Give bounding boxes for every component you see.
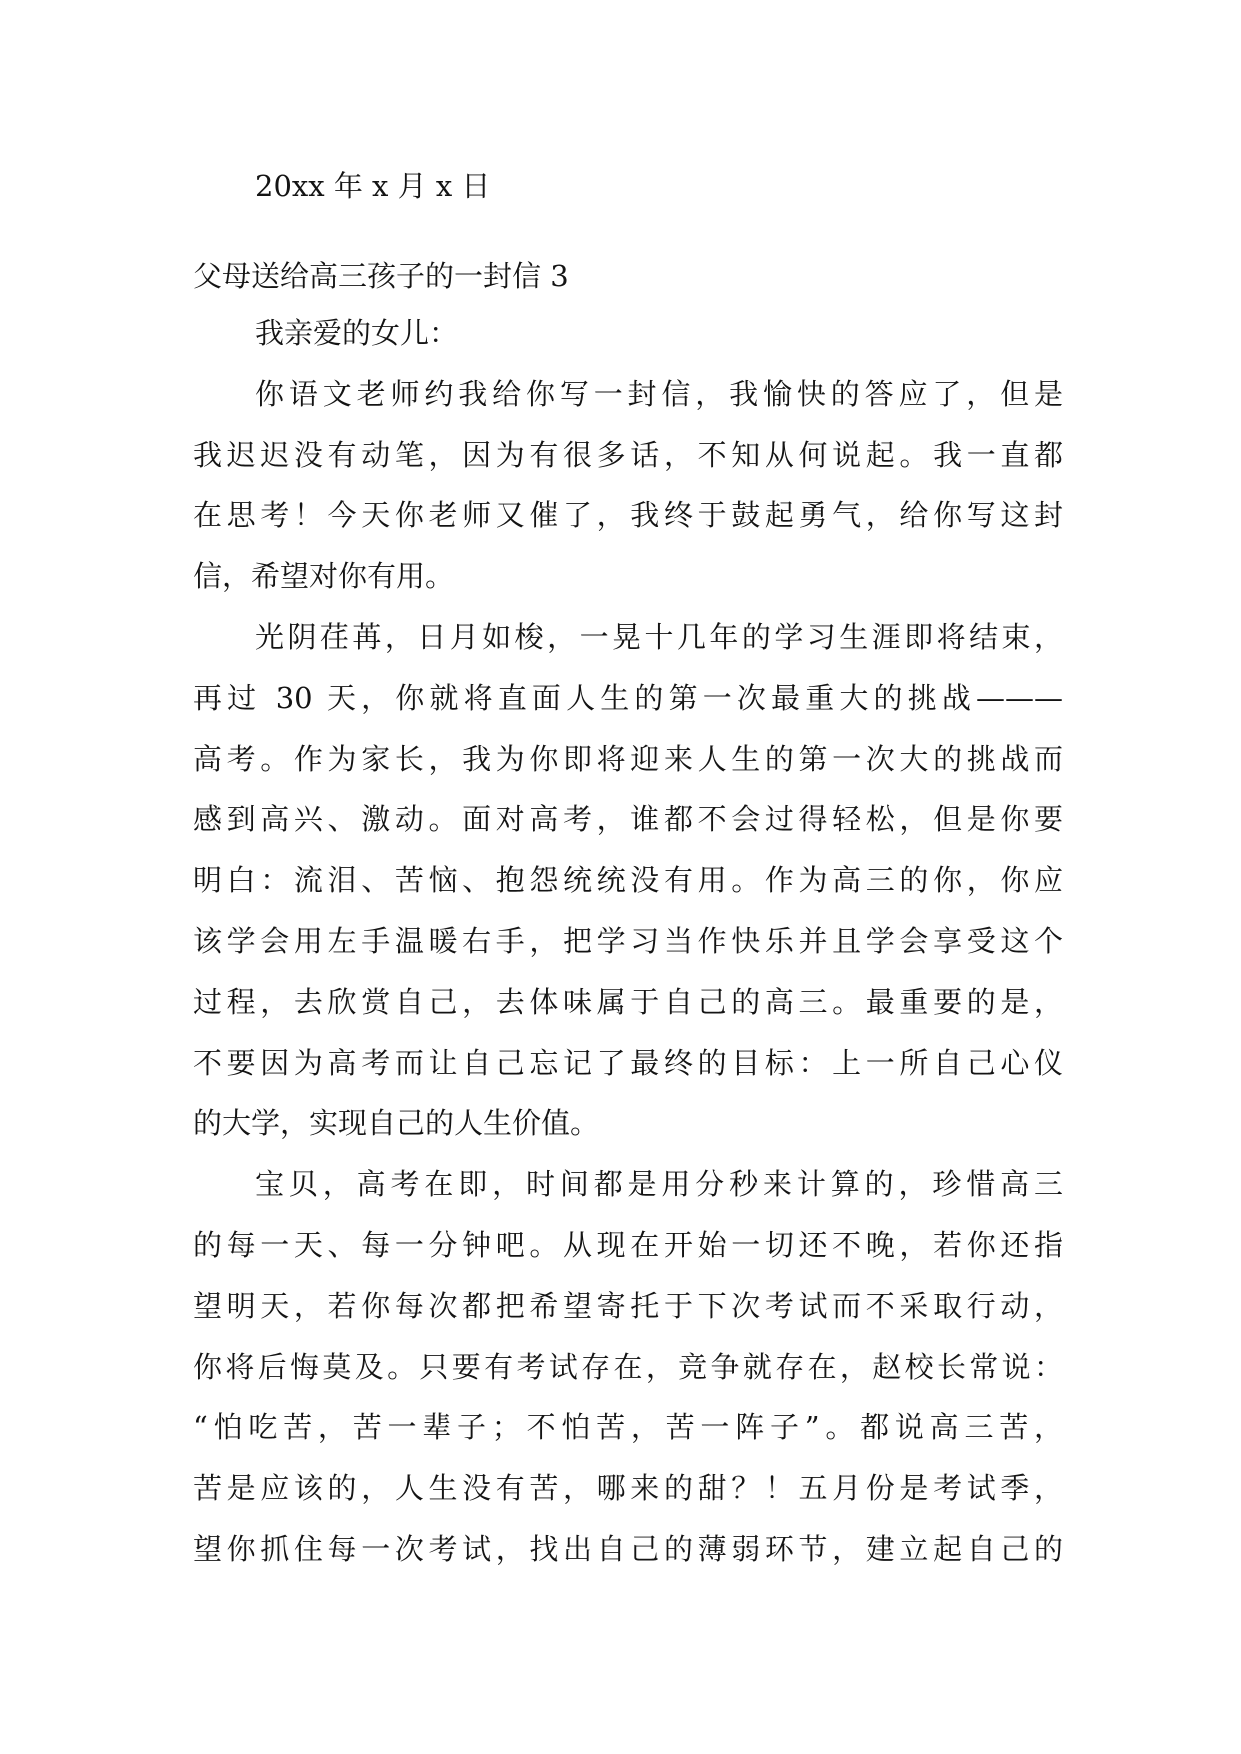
paragraph-line: 光阴荏苒，日月如梭，一晃十几年的学习生涯即将结束， <box>255 619 1063 654</box>
paragraph-line: 你将后悔莫及。只要有考试存在，竞争就存在，赵校长常说： <box>193 1349 1063 1384</box>
paragraph-line: 的每一天、每一分钟吧。从现在开始一切还不晚，若你还指 <box>193 1227 1063 1262</box>
paragraph <box>193 364 1063 607</box>
paragraph-line: 过程，去欣赏自己，去体味属于自己的高三。最重要的是， <box>193 984 1063 1019</box>
paragraph-line: 感到高兴、激动。面对高考，谁都不会过得轻松，但是你要 <box>193 802 1063 837</box>
paragraph-line: 不要因为高考而让自己忘记了最终的目标：上一所自己心仪 <box>193 1045 1063 1080</box>
paragraph-line: 望明天，若你每次都把希望寄托于下次考试而不采取行动， <box>193 1288 1063 1323</box>
letter-title: 父母送给高三孩子的一封信 3 <box>193 259 569 293</box>
paragraph-line: 苦是应该的，人生没有苦，哪来的甜？！五月份是考试季， <box>193 1471 1063 1506</box>
paragraph-line: 明白：流泪、苦恼、抱怨统统没有用。作为高三的你，你应 <box>193 863 1063 898</box>
paragraph-line: 再过 30 天，你就将直面人生的第一次最重大的挑战——— <box>193 680 1063 715</box>
paragraph-line: “怕吃苦，苦一辈子；不怕苦，苦一阵子”。都说高三苦， <box>193 1410 1063 1445</box>
letter-body <box>193 303 1063 1580</box>
paragraph <box>193 607 1063 1154</box>
paragraph <box>193 1154 1063 1580</box>
paragraph-line: 望你抓住每一次考试，找出自己的薄弱环节，建立起自己的 <box>193 1531 1063 1566</box>
date-line: 20xx 年 x 月 x 日 <box>255 169 491 203</box>
paragraph-line: 的大学，实现自己的人生价值。 <box>193 1106 600 1141</box>
paragraph-line: 宝贝，高考在即，时间都是用分秒来计算的，珍惜高三 <box>255 1167 1063 1202</box>
paragraph-line: 你语文老师约我给你写一封信，我愉快的答应了，但是 <box>255 376 1063 411</box>
paragraph-line: 高考。作为家长，我为你即将迎来人生的第一次大的挑战而 <box>193 741 1063 776</box>
paragraph-line: 我迟迟没有动笔，因为有很多话，不知从何说起。我一直都 <box>193 437 1063 472</box>
paragraph-line: 该学会用左手温暖右手，把学习当作快乐并且学会享受这个 <box>193 923 1063 958</box>
paragraph-line: 信，希望对你有用。 <box>193 559 455 594</box>
salutation: 我亲爱的女儿： <box>255 316 459 350</box>
paragraph-line: 在思考！今天你老师又催了，我终于鼓起勇气，给你写这封 <box>193 498 1063 533</box>
